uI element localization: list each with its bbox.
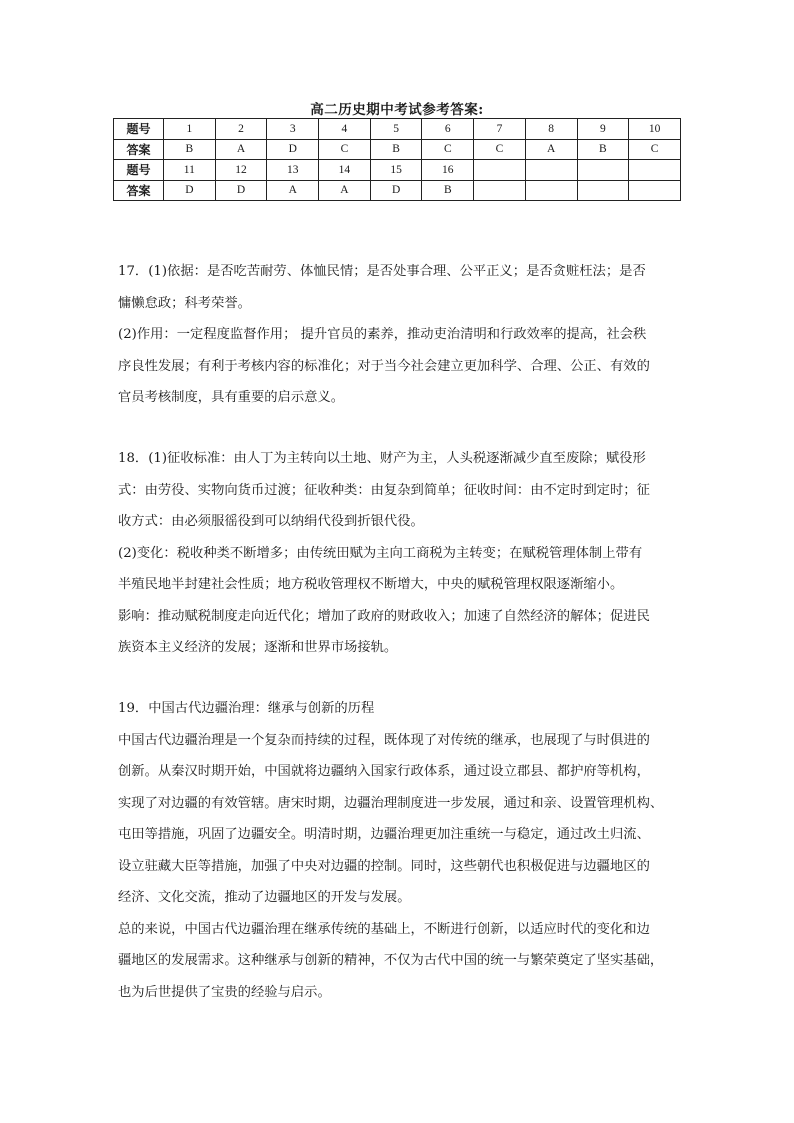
text-line: 式：由劳役、实物向货币过渡；征收种类：由复杂到简单；征收时间：由不定时到定时；征 <box>118 482 650 498</box>
table-cell <box>629 180 681 201</box>
table-cell: D <box>164 180 216 201</box>
table-cell: D <box>267 139 319 160</box>
text-line: 族资本主义经济的发展；逐渐和世界市场接轨。 <box>118 640 398 655</box>
table-cell: B <box>370 139 422 160</box>
text-line: (2)变化：税收种类不断增多；由传统田赋为主向工商税为主转变；在赋税管理体制上带有 <box>118 545 643 561</box>
table-cell: 13 <box>267 160 319 181</box>
table-cell: 1 <box>164 119 216 140</box>
answer-table <box>113 118 681 201</box>
text-line: 收方式：由必须服徭役到可以纳绢代役到折银代役。 <box>118 514 424 529</box>
table-cell <box>474 160 526 181</box>
table-cell: B <box>577 139 629 160</box>
table-cell: 6 <box>422 119 474 140</box>
table-cell: 5 <box>370 119 422 140</box>
table-cell: C <box>629 139 681 160</box>
table-cell: A <box>267 180 319 201</box>
text-line: 影响：推动赋税制度走向近代化；增加了政府的财政收入；加速了自然经济的解体；促进民 <box>118 608 650 624</box>
table-cell: 10 <box>629 119 681 140</box>
text-line: 中国古代边疆治理是一个复杂而持续的过程，既体现了对传统的继承，也展现了与时俱进的 <box>118 732 650 748</box>
table-row <box>114 139 681 160</box>
text-line: 序良性发展；有利于考核内容的标准化；对于当今社会建立更加科学、合理、公正、有效的 <box>118 358 650 374</box>
row-header: 题号 <box>114 119 164 140</box>
table-cell <box>629 160 681 181</box>
table-cell <box>525 180 577 201</box>
row-header: 答案 <box>114 139 164 160</box>
table-cell: 3 <box>267 119 319 140</box>
text-line: 疆地区的发展需求。这种继承与创新的精神，不仅为古代中国的统一与繁荣奠定了坚实基础， <box>118 953 664 968</box>
text-line: 总的来说，中国古代边疆治理在继承传统的基础上，不断进行创新，以适应时代的变化和边 <box>118 921 650 937</box>
question-17-answer <box>118 256 688 414</box>
table-cell <box>577 180 629 201</box>
text-line: 屯田等措施，巩固了边疆安全。明清时期，边疆治理更加注重统一与稳定，通过改土归流、 <box>118 827 650 842</box>
text-line: 半殖民地半封建社会性质；地方税收管理权不断增大，中央的赋税管理权限逐渐缩小。 <box>118 577 624 592</box>
table-cell: 16 <box>422 160 474 181</box>
row-header: 题号 <box>114 160 164 181</box>
table-row <box>114 180 681 201</box>
table-row <box>114 160 681 181</box>
table-cell: 14 <box>319 160 371 181</box>
table-cell: A <box>215 139 267 160</box>
text-line: 设立驻藏大臣等措施，加强了中央对边疆的控制。同时，这些朝代也积极促进与边疆地区的 <box>118 858 650 874</box>
text-line: 17．(1)依据：是否吃苦耐劳、体恤民情；是否处事合理、公平正义；是否贪赃枉法；是否 <box>118 264 646 279</box>
row-header: 答案 <box>114 180 164 201</box>
table-cell: 12 <box>215 160 267 181</box>
text-line: 经济、文化交流，推动了边疆地区的开发与发展。 <box>118 890 411 905</box>
table-cell: A <box>319 180 371 201</box>
table-cell: 7 <box>474 119 526 140</box>
question-19-answer <box>118 693 688 1008</box>
table-cell: C <box>474 139 526 160</box>
table-cell: 8 <box>525 119 577 140</box>
table-cell: D <box>215 180 267 201</box>
table-cell: B <box>164 139 216 160</box>
text-line: 实现了对边疆的有效管辖。唐宋时期，边疆治理制度进一步发展，通过和亲、设置管理机构、 <box>118 795 664 811</box>
table-cell: 2 <box>215 119 267 140</box>
text-line: 官员考核制度，具有重要的启示意义。 <box>118 390 345 405</box>
table-cell: 15 <box>370 160 422 181</box>
text-line: (2)作用：一定程度监督作用； 提升官员的素养，推动吏治清明和行政效率的提高，社会秩 <box>118 327 647 342</box>
table-row <box>114 119 681 140</box>
table-cell: 11 <box>164 160 216 181</box>
table-cell: C <box>422 139 474 160</box>
table-cell: 4 <box>319 119 371 140</box>
text-line: 19．中国古代边疆治理：继承与创新的历程 <box>118 701 375 716</box>
table-cell: 9 <box>577 119 629 140</box>
question-18-answer <box>118 443 688 664</box>
table-cell: C <box>319 139 371 160</box>
text-line: 慵懒怠政；科考荣誉。 <box>118 295 251 311</box>
table-cell: B <box>422 180 474 201</box>
table-cell: D <box>370 180 422 201</box>
text-line: 18．(1)征收标准：由人丁为主转向以土地、财产为主，人头税逐渐减少直至废除；赋役形 <box>118 451 646 466</box>
table-cell: A <box>525 139 577 160</box>
text-line: 也为后世提供了宝贵的经验与启示。 <box>118 984 331 1000</box>
table-cell <box>577 160 629 181</box>
table-cell <box>474 180 526 201</box>
page-title: 高二历史期中考试参考答案: <box>310 102 484 118</box>
text-line: 创新。从秦汉时期开始，中国就将边疆纳入国家行政体系，通过设立郡县、都护府等机构， <box>118 764 650 779</box>
table-cell <box>525 160 577 181</box>
